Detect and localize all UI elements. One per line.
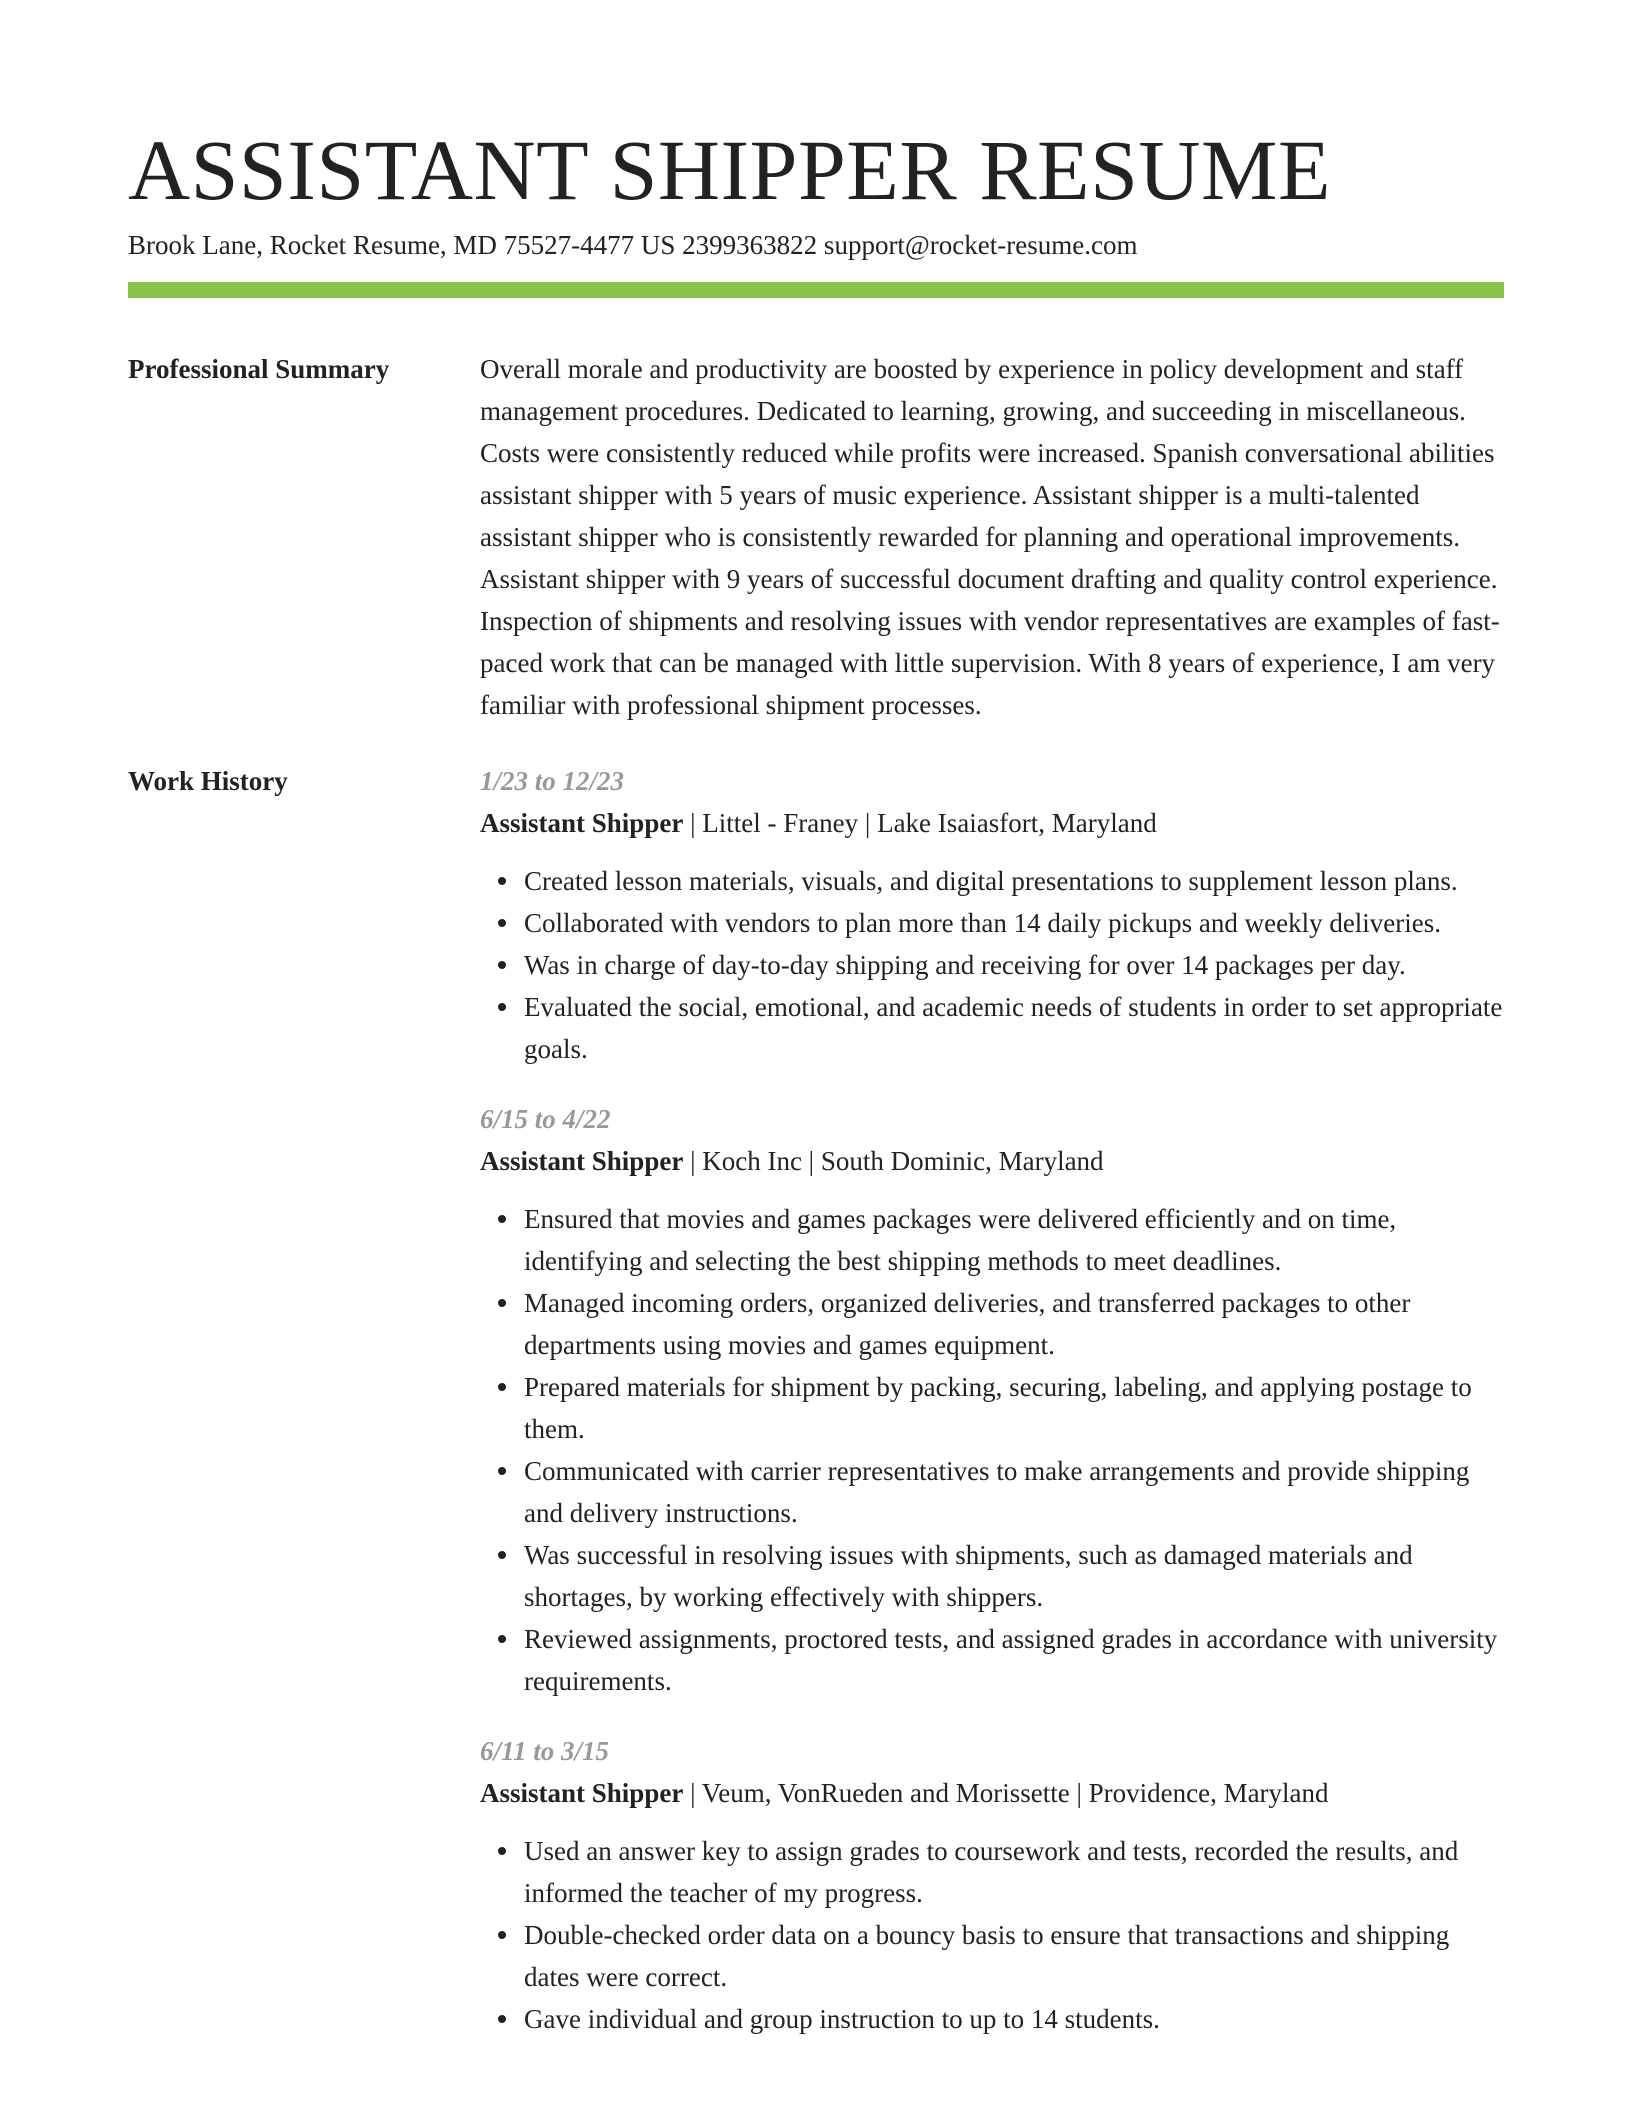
job-entry (480, 1098, 1504, 1702)
job-entry (480, 760, 1504, 1070)
job-heading (480, 802, 1504, 844)
job-bullet: Reviewed assignments, proctored tests, and assigned grades in accordance with university requirements. (524, 1618, 1504, 1702)
job-dates: 1/23 to 12/23 (480, 766, 625, 796)
job-title: Assistant Shipper (480, 1778, 684, 1808)
professional-summary-section (128, 348, 1504, 726)
job-bullet: Prepared materials for shipment by packing, securing, labeling, and applying postage to them. (524, 1366, 1504, 1450)
job-company-location: | Koch Inc | South Dominic, Maryland (683, 1146, 1104, 1176)
job-bullet: Was in charge of day-to-day shipping and receiving for over 14 packages per day. (524, 944, 1504, 986)
job-entry (480, 1730, 1504, 2040)
job-bullet: Created lesson materials, visuals, and digital presentations to supplement lesson plans. (524, 860, 1504, 902)
summary-text: Overall morale and productivity are boosted by experience in policy development and staff management procedures. Dedicated to learning, growing, and succeeding in miscellaneous. Costs were consistently reduced while profits were increased. Spanish conversational abilities assistant shipper with 5 years of music experience. Assistant shipper is a multi-talented assistant shipper who is consistently rewarded for planning and operational improvements. Assistant shipper with 9 years of successful document drafting and quality control experience. Inspection of shipments and resolving issues with vendor representatives are examples of fast-paced work that can be managed with little supervision. With 8 years of experience, I am very familiar with professional shipment processes. (480, 354, 1500, 720)
job-bullet: Was successful in resolving issues with shipments, such as damaged materials and shortages, by working effectively with shippers. (524, 1534, 1504, 1618)
job-heading (480, 1772, 1504, 1814)
resume-page (128, 120, 1504, 2068)
job-bullet: Double-checked order data on a bouncy basis to ensure that transactions and shipping dates were correct. (524, 1914, 1504, 1998)
job-bullet: Evaluated the social, emotional, and academic needs of students in order to set appropriate goals. (524, 986, 1504, 1070)
job-bullet: Used an answer key to assign grades to coursework and tests, recorded the results, and informed the teacher of my progress. (524, 1830, 1504, 1914)
job-bullet-list (480, 1198, 1504, 1702)
job-title: Assistant Shipper (480, 808, 684, 838)
work-history-section (128, 760, 1504, 2068)
job-bullet-list (480, 860, 1504, 1070)
job-dates: 6/11 to 3/15 (480, 1736, 610, 1766)
section-label-summary: Professional Summary (128, 354, 390, 384)
job-bullet: Ensured that movies and games packages were delivered efficiently and on time, identifying and selecting the best shipping methods to meet deadlines. (524, 1198, 1504, 1282)
job-company-location: | Veum, VonRueden and Morissette | Providence, Maryland (683, 1778, 1329, 1808)
job-bullet: Gave individual and group instruction to up to 14 students. (524, 1998, 1504, 2040)
section-label-work: Work History (128, 766, 288, 796)
job-dates: 6/15 to 4/22 (480, 1104, 611, 1134)
job-bullet: Collaborated with vendors to plan more than 14 daily pickups and weekly deliveries. (524, 902, 1504, 944)
job-bullet-list (480, 1830, 1504, 2040)
job-bullet: Communicated with carrier representatives to make arrangements and provide shipping and delivery instructions. (524, 1450, 1504, 1534)
job-heading (480, 1140, 1504, 1182)
job-title: Assistant Shipper (480, 1146, 684, 1176)
summary-body (480, 348, 1504, 726)
resume-title: ASSISTANT SHIPPER RESUME (128, 122, 1332, 218)
job-company-location: | Littel - Franey | Lake Isaiasfort, Maryland (683, 808, 1157, 838)
job-bullet: Managed incoming orders, organized deliveries, and transferred packages to other departments using movies and games equipment. (524, 1282, 1504, 1366)
contact-line: Brook Lane, Rocket Resume, MD 75527-4477 US 2399363822 support@rocket-resume.com (128, 230, 1138, 260)
work-history-body (480, 760, 1504, 2068)
accent-divider (128, 282, 1504, 298)
